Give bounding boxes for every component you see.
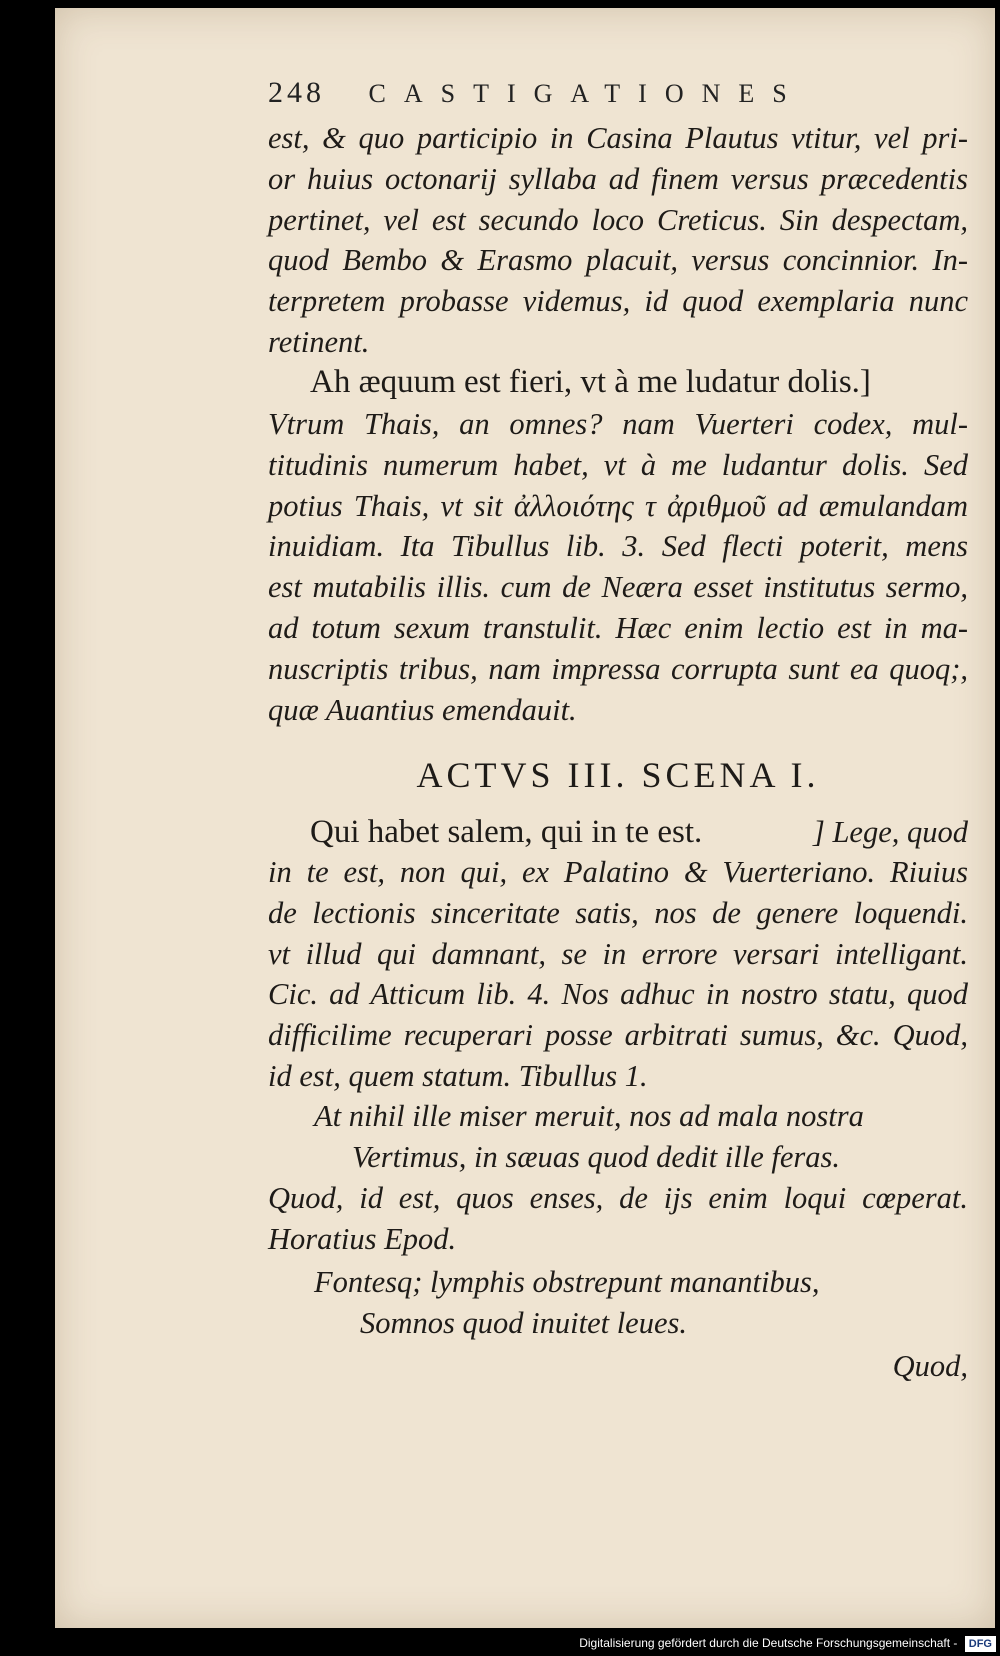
lemma-comment: ] Lege, quod <box>812 815 968 849</box>
verse-line: Fontesq; lymphis obstrepunt manantibus, <box>314 1265 820 1299</box>
text-line: vt illud qui damnant, se in errore versari intelligant. <box>268 936 968 971</box>
text-line: potius Thais, vt sit ἀλλοιότης τ ἀριθμοῦ ad æmulandam <box>268 488 968 523</box>
verse-quote-2 <box>268 1262 968 1344</box>
text-line: Horatius Epod. <box>268 1221 457 1256</box>
paragraph-block-4 <box>268 1178 968 1260</box>
verse-line: At nihil ille miser meruit, nos ad mala nostra <box>314 1099 864 1133</box>
text-line: terpretem probasse videmus, id quod exemplaria nunc <box>268 284 968 319</box>
text-line: Quod, id est, quos enses, de ijs enim loqui cœperat. <box>268 1181 968 1215</box>
text-line: de lectionis sinceritate satis, nos de genere loquendi. <box>268 895 968 930</box>
section-heading: ACTVS III. SCENA I. <box>416 755 820 795</box>
text-line: quæ Auantius emendauit. <box>268 692 577 727</box>
page-header <box>268 76 968 110</box>
running-head: CASTIGATIONES <box>368 79 805 108</box>
verse-line: Vertimus, in sæuas quod dedit ille feras. <box>352 1139 840 1174</box>
verse-line: Somnos quod inuitet leues. <box>360 1305 687 1340</box>
text-line: inuidiam. Ita Tibullus lib. 3. Sed flecti poterit, mens <box>268 529 968 564</box>
text-line: est, & quo participio in Casina Plautus vtitur, vel pri- <box>268 121 968 155</box>
page-number: 248 <box>268 76 325 109</box>
paragraph-block-1 <box>268 118 968 363</box>
text-line: Cic. ad Atticum lib. 4. Nos adhuc in nostro statu, quod <box>268 977 968 1012</box>
text-line: ad totum sexum transtulit. Hæc enim lectio est in ma- <box>268 610 968 645</box>
paragraph-block-3 <box>268 852 968 1097</box>
verse-quote-1 <box>268 1096 968 1178</box>
lemma-line-2 <box>268 812 968 853</box>
text-line: retinent. <box>268 324 370 359</box>
paragraph-block-2 <box>268 404 968 730</box>
text-line: in te est, non qui, ex Palatino & Vuerteriano. Riuius <box>268 855 968 889</box>
lemma-text: Ah æquum est fieri, vt à me ludatur dolis.] <box>310 364 871 400</box>
lemma-line-1 <box>268 362 968 402</box>
text-line: quod Bembo & Erasmo placuit, versus concinnior. In- <box>268 243 968 278</box>
dfg-logo: DFG <box>965 1636 996 1652</box>
digitization-footer <box>579 1632 996 1654</box>
text-line: or huius octonarij syllaba ad finem versus præcedentis <box>268 161 968 196</box>
catchword: Quod, <box>892 1349 968 1383</box>
text-line: pertinet, vel est secundo loco Creticus. Sin despectam, <box>268 202 968 237</box>
text-line: difficilime recuperari posse arbitrati sumus, &c. Quod, <box>268 1018 968 1053</box>
text-line: nuscriptis tribus, nam impressa corrupta sunt ea quoq;, <box>268 651 968 686</box>
text-line: titudinis numerum habet, vt à me ludantur dolis. Sed <box>268 447 968 482</box>
text-line: id est, quem statum. Tibullus 1. <box>268 1058 648 1093</box>
footer-text: Digitalisierung gefördert durch die Deutsche Forschungsgemeinschaft - <box>579 1636 958 1650</box>
text-line: est mutabilis illis. cum de Neæra esset institutus sermo, <box>268 570 968 605</box>
text-line: Vtrum Thais, an omnes? nam Vuerteri codex, mul- <box>268 407 968 441</box>
lemma-text: Qui habet salem, qui in te est. <box>310 814 703 850</box>
